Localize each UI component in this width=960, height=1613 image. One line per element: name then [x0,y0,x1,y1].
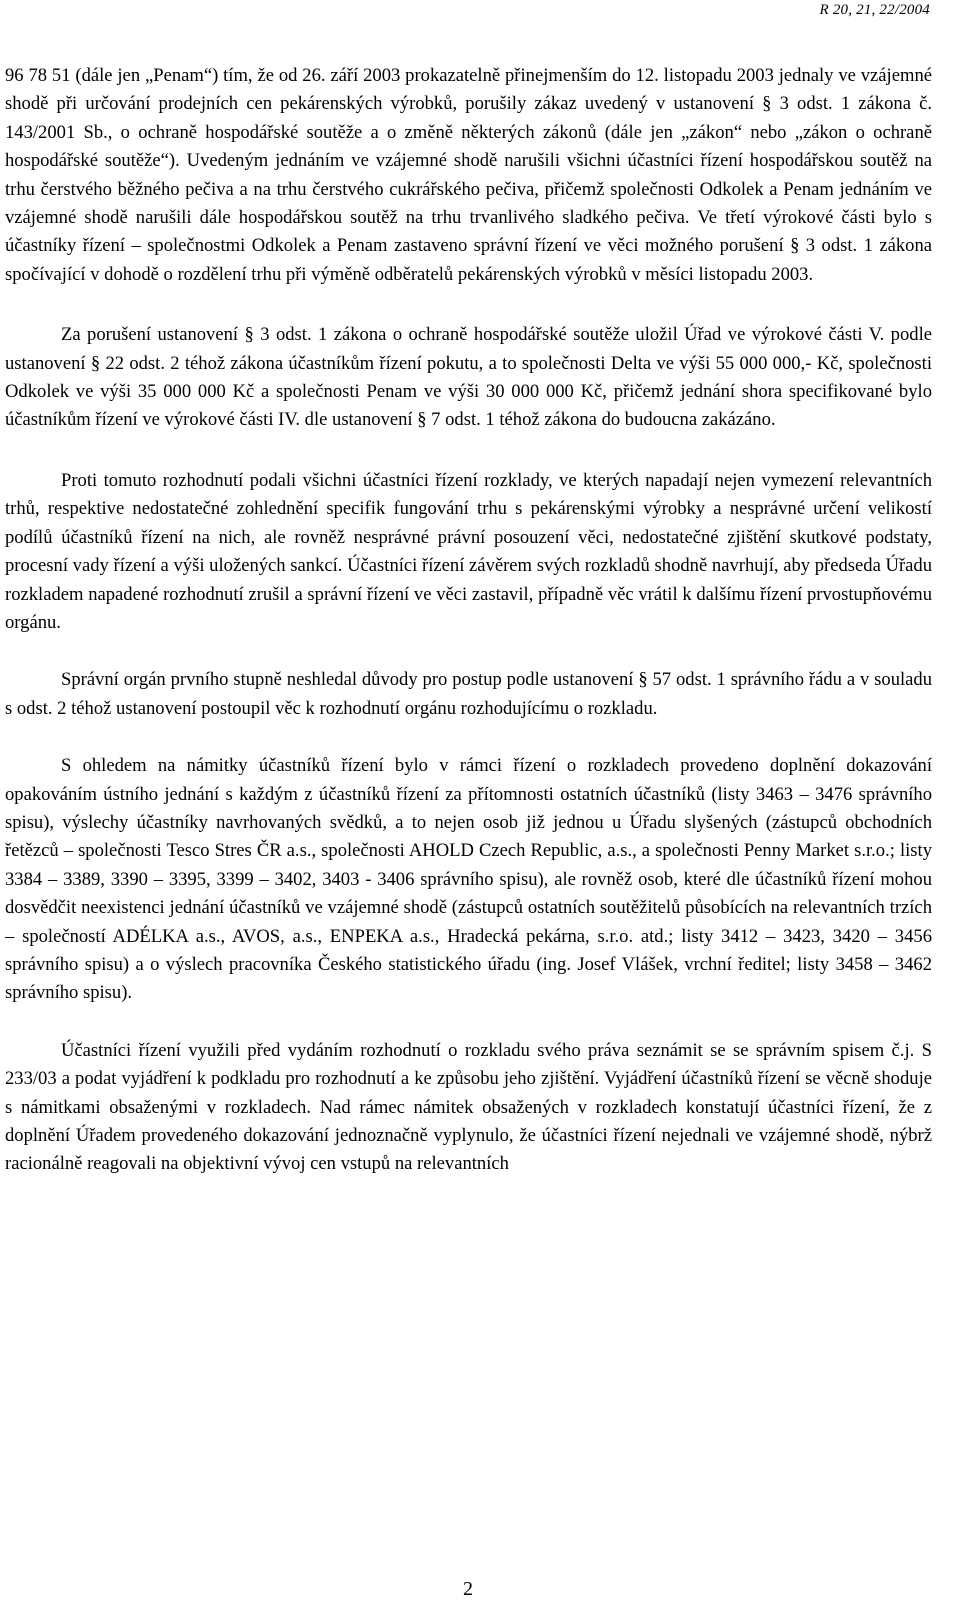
document-body [5,62,932,1179]
document-reference-header: R 20, 21, 22/2004 [819,2,930,18]
paragraph-evidence: S ohledem na námitky účastníků řízení bylo v rámci řízení o rozkladech provedeno doplnění dokazování opakováním ústního jednání s každým z účastníků řízení za přítomnosti ostatních účastníků (listy 3463 – 3476 správního spisu), výslechy účastníky navrhovaných svědků, a to nejen osob již jednou u Úřadu slyšených (zástupců obchodních řetězců – společnosti Tesco Stres ČR a.s., společnosti AHOLD Czech Republic, a.s., a společnosti Penny Market s.r.o.; listy 3384 – 3389, 3390 – 3395, 3399 – 3402, 3403 - 3406 správního spisu), ale rovněž osob, které dle účastníků řízení mohou dosvědčit neexistenci jednání účastníků ve vzájemné shodě (zástupců ostatních soutěžitelů působících na relevantních trzích – společností ADÉLKA a.s., AVOS, a.s., ENPEKA a.s., Hradecká pekárna, s.r.o. atd.; listy 3412 – 3423, 3420 – 3456 správního spisu) a o výslech pracovníka Českého statistického úřadu (ing. Josef Vlášek, vrchní ředitel; listy 3458 – 3462 správního spisu). [5,755,932,1004]
paragraph-participants-statement: Účastníci řízení využili před vydáním rozhodnutí o rozkladu svého práva seznámit se se správním spisem č.j. S 233/03 a podat vyjádření k podkladu pro rozhodnutí a ke způsobu jeho zjištění. Vyjádření účastníků řízení se věcně shoduje s námitkami obsaženými v rozkladech. Nad rámec námitek obsažených v rozkladech konstatují účastníci řízení, že z doplnění Úřadem provedeného dokazování jednoznačně vyplynulo, že účastníci řízení nejednali ve vzájemné shodě, nýbrž racionálně reagovali na objektivní vývoj cen vstupů na relevantních [5,1039,932,1175]
paragraph-referral: Správní orgán prvního stupně neshledal důvody pro postup podle ustanovení § 57 odst. 1 správního řádu a v souladu s odst. 2 téhož ustanovení postoupil věc k rozhodnutí orgánu rozhodujícímu o rozkladu. [5,669,932,719]
paragraph-penalty: Za porušení ustanovení § 3 odst. 1 zákona o ochraně hospodářské soutěže uložil Úřad ve výrokové části V. podle ustanovení § 22 odst. 2 téhož zákona účastníkům řízení pokutu, a to společnosti Delta ve výši 55 000 000,- Kč, společnosti Odkolek ve výši 35 000 000 Kč a společnosti Penam ve výši 30 000 000 Kč, přičemž jednání shora specifikované bylo účastníkům řízení ve výrokové části IV. dle ustanovení § 7 odst. 1 téhož zákona do budoucna zakázáno. [5,324,932,431]
paragraph-appeals: Proti tomuto rozhodnutí podali všichni účastníci řízení rozklady, ve kterých napadají nejen vymezení relevantních trhů, respektive nedostatečné zohlednění specifik fungování trhu s pekárenskými výrobky a nesprávné určení velikostí podílů účastníků řízení na nich, ale rovněž nesprávné právní posouzení věci, nedostatečné zjištění skutkové podstaty, procesní vady řízení a výši uložených sankcí. Účastníci řízení závěrem svých rozkladů shodně navrhují, aby předseda Úřadu rozkladem napadené rozhodnutí zrušil a správní řízení ve věci zastavil, případně věc vrátil k dalšímu řízení prvostupňovému orgánu. [5,469,932,633]
paragraph-continuation: 96 78 51 (dále jen „Penam“) tím, že od 26. září 2003 prokazatelně přinejmenším do 12. listopadu 2003 jednaly ve vzájemné shodě při určování prodejních cen pekárenských výrobků, porušily zákaz uvedený v ustanovení § 3 odst. 1 zákona č. 143/2001 Sb., o ochraně hospodářské soutěže a o změně některých zákonů (dále jen „zákon“ nebo „zákon o ochraně hospodářské soutěže“). Uvedeným jednáním ve vzájemné shodě narušili všichni účastníci řízení hospodářskou soutěž na trhu čerstvého běžného pečiva a na trhu čerstvého cukrářského pečiva, přičemž společnosti Odkolek a Penam jednáním ve vzájemné shodě narušili dále hospodářskou soutěž na trhu trvanlivého sladkého pečiva. Ve třetí výrokové části bylo s účastníky řízení – společnostmi Odkolek a Penam zastaveno správní řízení ve věci možného porušení § 3 odst. 1 zákona spočívající v dohodě o rozdělení trhu při výměně odběratelů pekárenských výrobků v měsíci listopadu 2003. [5,65,932,285]
page-number: 2 [463,1578,473,1600]
